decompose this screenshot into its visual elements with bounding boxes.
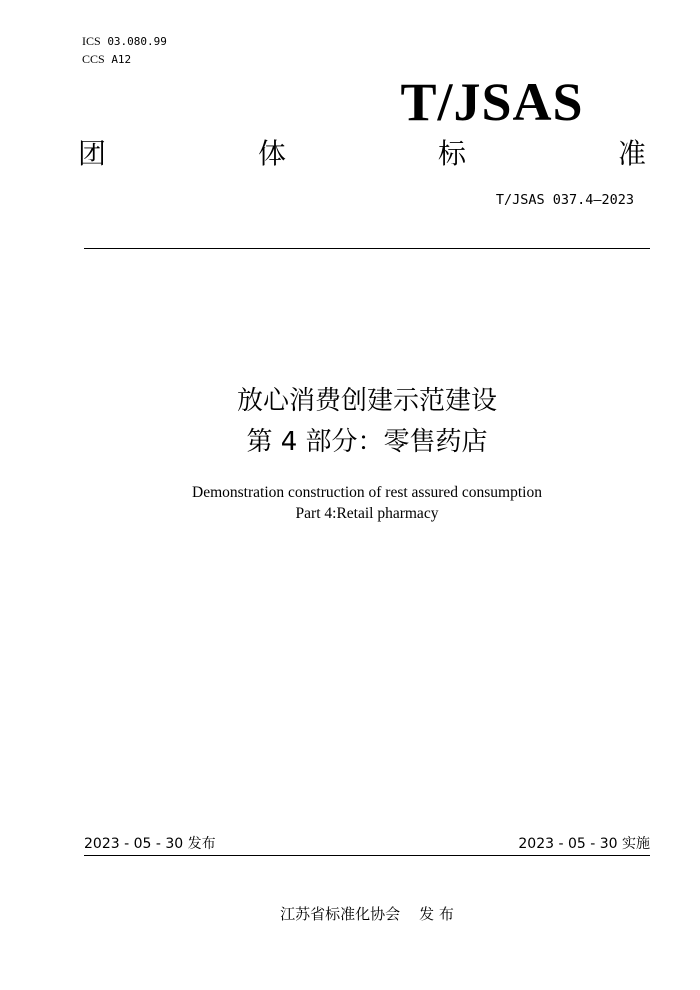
publisher: 江苏省标准化协会 发 布 (280, 905, 454, 923)
header-divider (84, 248, 650, 249)
organization-code: T/JSAS (400, 72, 584, 132)
standard-type-char: 体 (257, 137, 286, 170)
ics-code: 03.080.99 (107, 35, 167, 48)
title-english-part: Part 4:Retail pharmacy (295, 505, 439, 522)
implementation-date: 2023 - 05 - 30 实施 (518, 836, 650, 852)
ics-classification (82, 34, 167, 49)
standard-type (78, 134, 646, 174)
title-chinese-part: 第 4 部分：零售药店 (246, 427, 488, 457)
ccs-classification (82, 52, 131, 67)
footer-divider (84, 855, 650, 856)
standard-type-char: 标 (437, 137, 466, 170)
title-chinese-main: 放心消费创建示范建设 (236, 386, 497, 416)
standard-number: T/JSAS 037.4—2023 (495, 192, 634, 208)
issue-date: 2023 - 05 - 30 发布 (84, 836, 216, 852)
standard-type-char: 团 (78, 137, 107, 170)
ccs-label: CCS (82, 52, 105, 66)
title-english-main: Demonstration construction of rest assured consumption (192, 484, 542, 501)
ics-label: ICS (82, 34, 101, 48)
ccs-code: A12 (111, 53, 132, 66)
standard-type-char: 准 (617, 137, 646, 170)
